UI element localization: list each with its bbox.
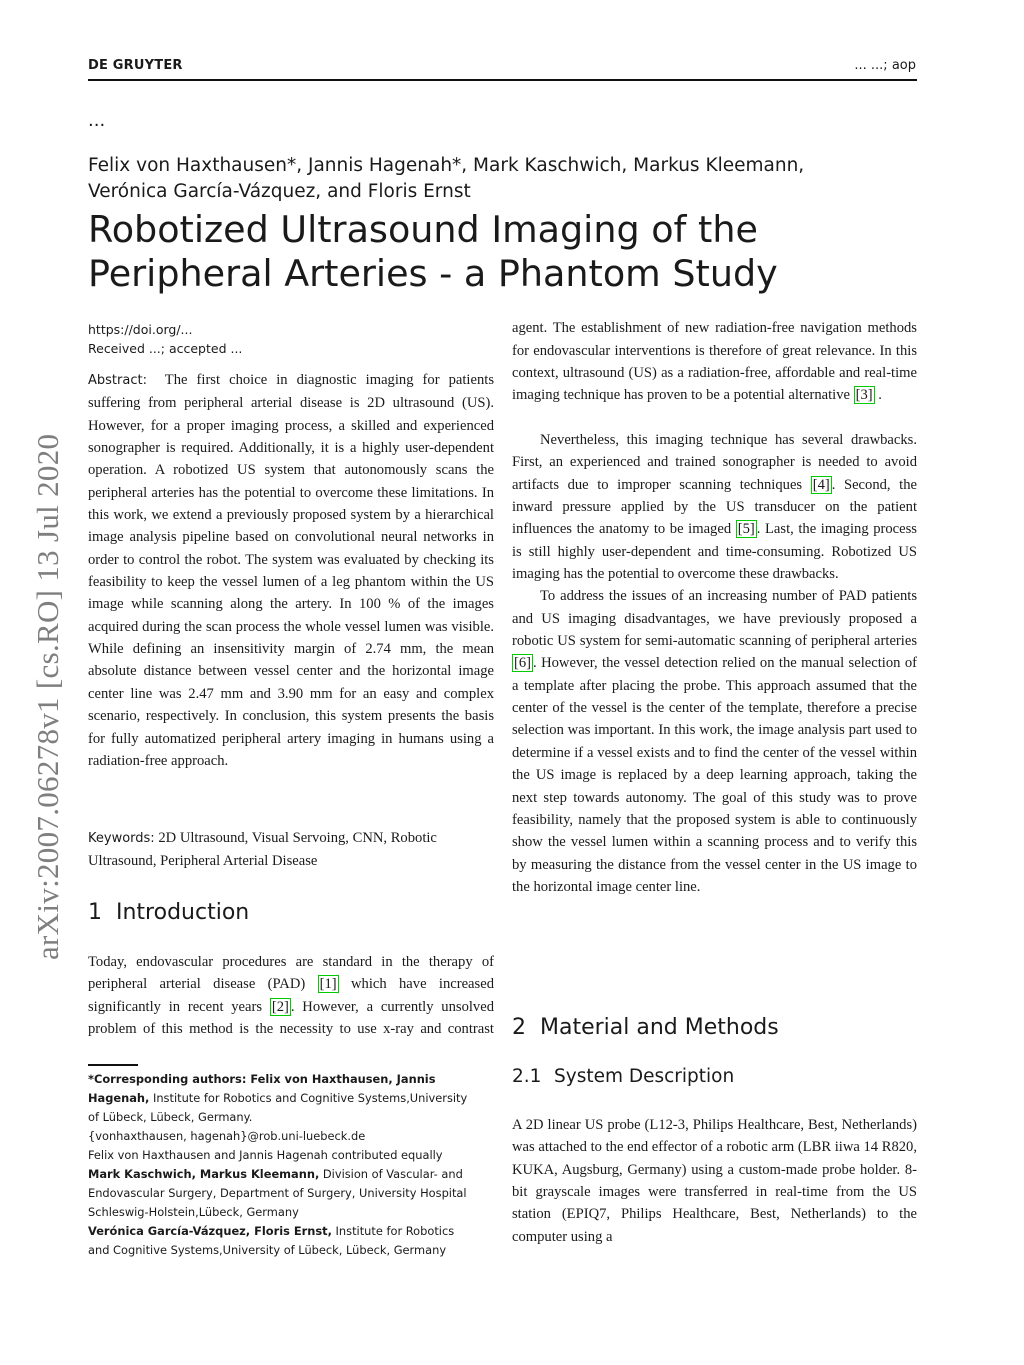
corresponding-affiliation-2: of Lübeck, Lübeck, Germany. bbox=[88, 1110, 253, 1124]
intro-p1-cont-text-c: agent. The establishment of new radiation-free navigation methods for endovascular interventions is therefore of great relevance. In this context, ultrasound (US) as a radiation-free, affordable and real-time imaging technique has proven to be a potential alternative bbox=[512, 320, 917, 404]
mk-affiliation-line-1 bbox=[88, 1165, 500, 1184]
intro-paragraph-1-part-b bbox=[512, 317, 917, 407]
keywords bbox=[88, 827, 494, 873]
author-email[interactable]: {vonhaxthausen, hagenah}@rob.uni-luebeck.de bbox=[88, 1129, 366, 1143]
footnote-rule bbox=[88, 1064, 138, 1066]
mk-affiliation-2: Endovascular Surgery, Department of Surgery, University Hospital bbox=[88, 1186, 467, 1200]
received-date: Received ...; accepted ... bbox=[88, 341, 243, 356]
intro-paragraph-2 bbox=[512, 429, 917, 585]
vg-affiliation-1: Institute for Robotics bbox=[331, 1224, 455, 1238]
section-1-number: 1 bbox=[88, 900, 102, 925]
intro-p1-text-a: Today, endovascular procedures are standard in the therapy of peripheral arterial disease (PAD) bbox=[88, 954, 494, 993]
citation-5[interactable]: [5] bbox=[737, 521, 755, 538]
keywords-text: 2D Ultrasound, Visual Servoing, CNN, Robotic Ultrasound, Peripheral Arterial Disease bbox=[88, 830, 437, 870]
mk-affiliation-3: Schleswig-Holstein,Lübeck, Germany bbox=[88, 1205, 299, 1219]
footnotes bbox=[88, 1070, 500, 1260]
corresponding-authors-line-1: *Corresponding authors: Felix von Haxthausen, Jannis bbox=[88, 1072, 436, 1086]
section-1-heading bbox=[88, 900, 249, 925]
title-line-2: Peripheral Arteries - a Phantom Study bbox=[88, 252, 778, 295]
subsection-2-1-number: 2.1 bbox=[512, 1066, 542, 1087]
intro-p3-text-a: To address the issues of an increasing number of PAD patients and US imaging disadvantages, we have previously proposed a robotic US system for semi-automatic scanning of peripheral arteries bbox=[512, 588, 917, 650]
intro-p2-text-c: . Last, the imaging process is still highly user-dependent and time-consuming. Robotized US imaging has the potential to overcome these drawbacks. bbox=[512, 521, 917, 583]
abstract-label: Abstract: bbox=[88, 373, 147, 388]
citation-3-cont[interactable]: [3] bbox=[855, 387, 873, 404]
intro-p2-text-a: Nevertheless, this imaging technique has several drawbacks. First, an experienced and trained sonographer is needed to avoid artifacts due to improper scanning techniques bbox=[512, 432, 917, 493]
system-description-block bbox=[512, 1114, 917, 1248]
author-list: Felix von Haxthausen*, Jannis Hagenah*, Mark Kaschwich, Markus Kleemann, Verónica García-Vázquez, and Floris Ernst bbox=[88, 155, 805, 202]
keywords-block bbox=[88, 827, 494, 873]
abstract-block bbox=[88, 369, 494, 772]
intro-p1-cont-text-d: . bbox=[874, 387, 882, 404]
intro-p1-continued bbox=[512, 317, 917, 429]
corresponding-affiliation-1: Institute for Robotics and Cognitive Systems,University bbox=[149, 1091, 468, 1105]
citation-2[interactable]: [2] bbox=[271, 998, 289, 1015]
front-ellipsis: ... bbox=[88, 110, 106, 131]
section-1-title: Introduction bbox=[116, 900, 250, 925]
system-description-paragraph: A 2D linear US probe (L12-3, Philips Healthcare, Best, Netherlands) was attached to the end effector of a robotic arm (LBR iiwa 14 R820, KUKA, Augsburg, Germany) using a custom-made probe holder. 8-bit grayscale images were transferred in real-time from the US station (EPIQ7, Philips Healthcare, Best, Netherlands) to the computer using a bbox=[512, 1117, 917, 1245]
intro-p3-text-b: . However, the vessel detection relied on the manual selection of a template after placing the probe. This approach assumed that the center of the vessel is the center of the template, therefore a precise selection was important. In this work, the image analysis part used to determine if a vessel exists and to find the center of the vessel within the US image is replaced by a deep learning approach, taking the next step towards autonomy. The goal of this study was to prove feasibility, namely that the proposed system is able to continuously show the vessel lumen within a scanning process and to verify this by measuring the distance from the vessel center in the US image to the horizontal image center line. bbox=[512, 655, 917, 895]
citation-6[interactable]: [6] bbox=[514, 655, 532, 672]
doi-block bbox=[88, 320, 242, 358]
intro-paragraph-1-part-a bbox=[88, 951, 494, 1039]
subsection-2-1-title: System Description bbox=[554, 1066, 735, 1087]
citation-4[interactable]: [4] bbox=[812, 476, 830, 493]
intro-p2-text-b: . Second, the inward pressure applied by the US transducer on the patient influences the anatomy to be imaged bbox=[512, 476, 917, 538]
header-rule bbox=[88, 79, 917, 81]
section-2-heading bbox=[512, 1015, 779, 1040]
intro-p1-text-b: which have increased significantly in recent years bbox=[88, 976, 494, 1015]
keywords-label: Keywords: bbox=[88, 831, 155, 846]
arxiv-stamp: arXiv:2007.06278v1 [cs.RO] 13 Jul 2020 bbox=[30, 433, 65, 960]
citation-1[interactable]: [1] bbox=[319, 976, 337, 993]
intro-p1-left bbox=[88, 951, 494, 1039]
vg-authors: Verónica García-Vázquez, Floris Ernst, bbox=[88, 1224, 332, 1238]
corresponding-authors-line-2 bbox=[88, 1089, 500, 1108]
section-2-title: Material and Methods bbox=[540, 1015, 779, 1040]
intro-paragraph-3 bbox=[512, 585, 917, 898]
mk-affiliation-1: Division of Vascular- and bbox=[319, 1167, 463, 1181]
corresponding-authors-name: Hagenah, bbox=[88, 1091, 150, 1105]
equal-contribution-note: Felix von Haxthausen and Jannis Hagenah contributed equally bbox=[88, 1148, 443, 1162]
intro-p1-text-c: . However, a currently unsolved problem of this method is the necessity to use x-ray and contrast bbox=[88, 998, 494, 1038]
title-line-1: Robotized Ultrasound Imaging of the bbox=[88, 208, 758, 251]
vg-affiliation-line-1 bbox=[88, 1222, 500, 1241]
paper-title bbox=[88, 208, 918, 296]
doi-link[interactable]: https://doi.org/... bbox=[88, 322, 193, 337]
vg-affiliation-2: and Cognitive Systems,University of Lübeck, Lübeck, Germany bbox=[88, 1243, 447, 1257]
mk-authors: Mark Kaschwich, Markus Kleemann, bbox=[88, 1167, 320, 1181]
subsection-2-1-heading bbox=[512, 1066, 734, 1087]
abstract-text: The first choice in diagnostic imaging for patients suffering from peripheral arterial disease is 2D ultrasound (US). However, for a proper imaging process, a skilled and experienced sonographer is required. Additionally, it is a highly user-dependent operation. A robotized US system that autonomously scans the peripheral arteries has the potential to overcome these limitations. In this work, we extend a previously proposed system by a hierarchical image analysis pipeline based on convolutional neural networks in order to control the robot. The system was evaluated by checking its feasibility to keep the vessel lumen of a leg phantom within the US image while scanning along the artery. In 100 % of the images acquired during the scan process the whole vessel lumen was visible. While defining an insensitivity margin of 2.74 mm, the mean absolute distance between vessel center and the horizontal image center line was 2.47 mm and 3.90 mm for an easy and complex scenario, respectively. In conclusion, this system presents the basis for fully automatized peripheral artery imaging in humans using a radiation-free approach. bbox=[88, 372, 494, 769]
abstract bbox=[88, 369, 494, 772]
journal-info: ... ...; aop bbox=[854, 58, 916, 73]
right-column-top bbox=[512, 317, 917, 898]
section-2-number: 2 bbox=[512, 1015, 526, 1040]
publisher-name: DE GRUYTER bbox=[88, 58, 183, 73]
